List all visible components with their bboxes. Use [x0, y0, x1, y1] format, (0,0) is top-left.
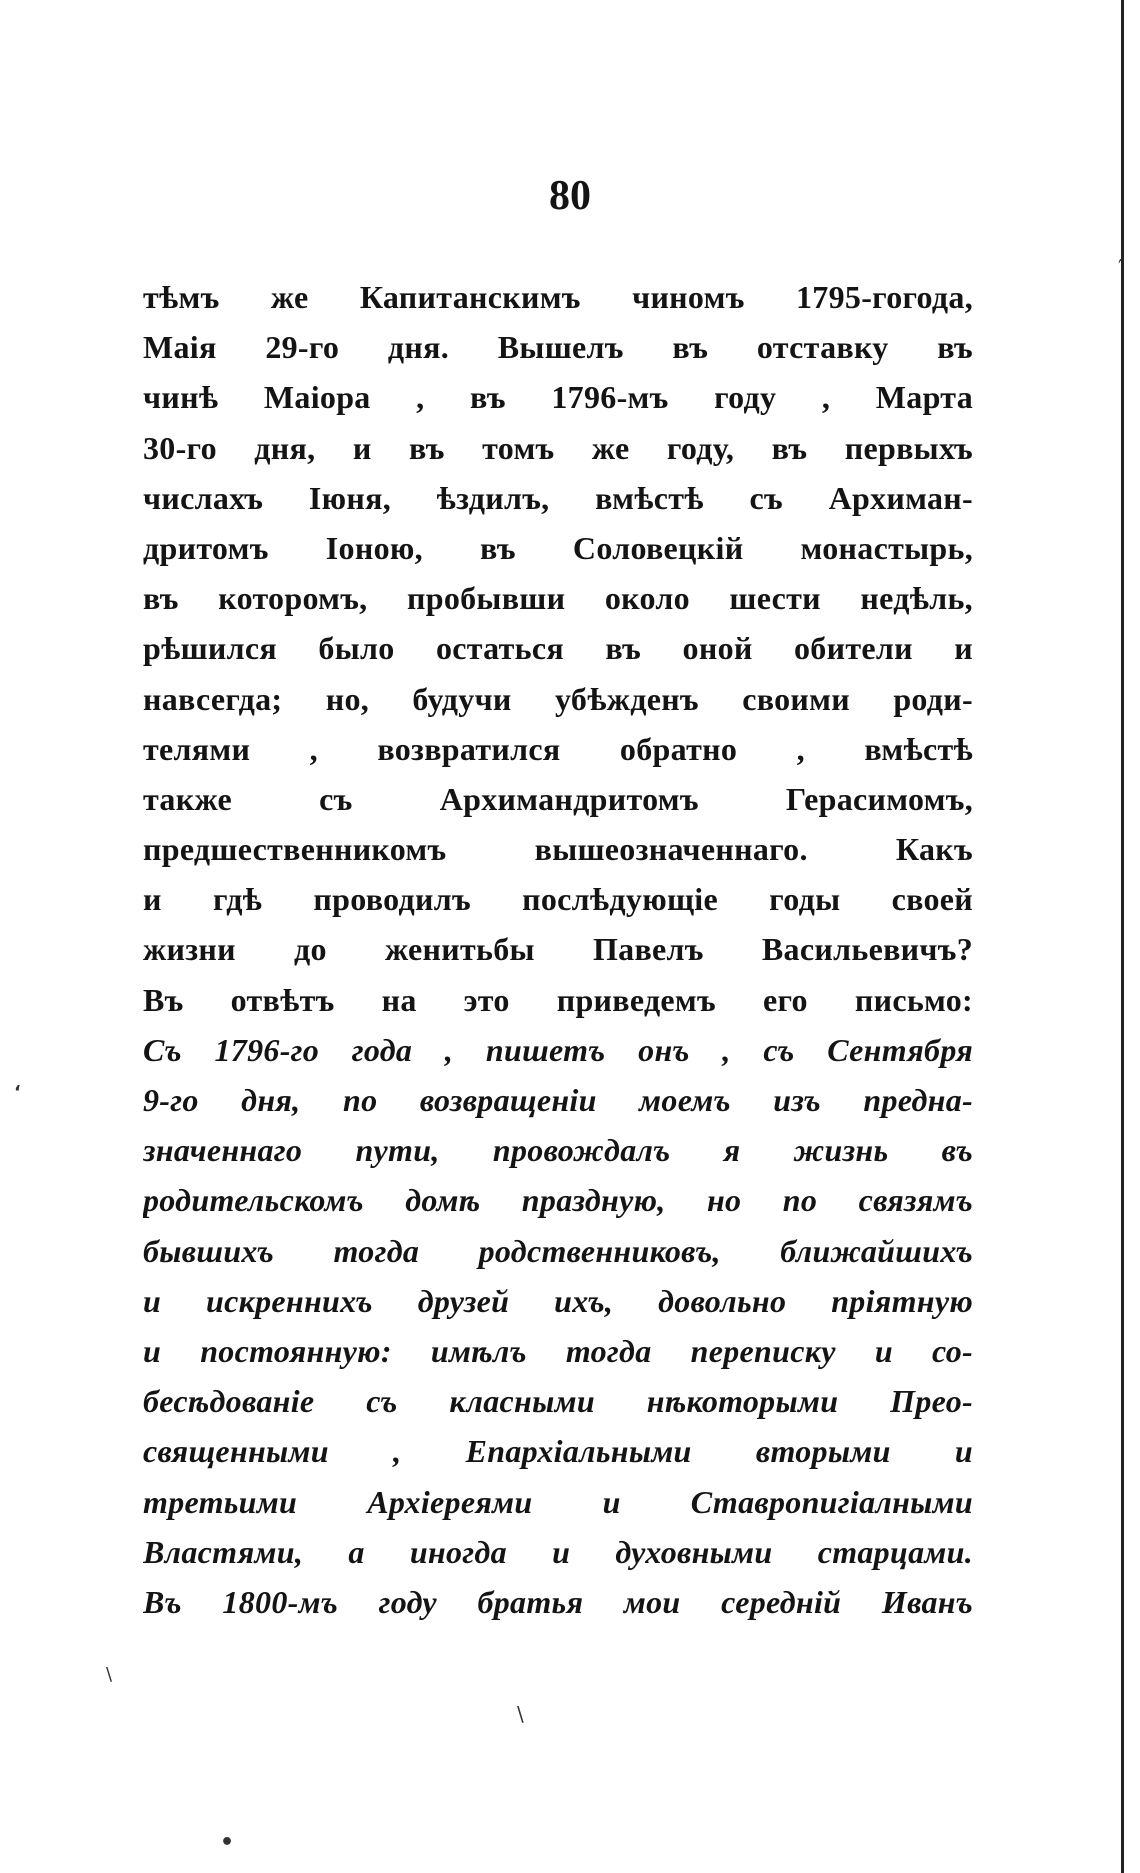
text-line: и постоянную: имѣлъ тогда переписку и со- — [143, 1332, 973, 1369]
text-line: значеннаго пути, провождалъ я жизнь въ — [143, 1132, 973, 1169]
text-line: Маія 29-го дня. Вышелъ въ отставку въ — [143, 329, 973, 366]
text-line: третьими Архіереями и Ставропигіалными — [143, 1483, 973, 1520]
text-line: 30-го дня, и въ томъ же году, въ первыхъ — [143, 429, 973, 466]
text-line: бывшихъ тогда родственниковъ, ближайшихъ — [143, 1232, 973, 1269]
text-line: предшественникомъ вышеозначеннаго. Какъ — [143, 831, 973, 868]
stray-mark: \ — [106, 1664, 113, 1685]
text-line: Въ отвѣтъ на это приведемъ его письмо: — [143, 981, 973, 1018]
text-line: въ которомъ, пробывши около шести недѣль, — [143, 580, 973, 617]
text-line: Съ 1796-го года , пишетъ онъ , съ Сентября — [143, 1031, 973, 1068]
stray-mark: \ — [517, 1702, 524, 1726]
text-line: 9-го дня, по возвращеніи моемъ изъ предна- — [143, 1082, 973, 1118]
text-line: дритомъ Іоною, въ Соловецкій монастырь, — [143, 529, 973, 566]
text-line: родительскомъ домѣ праздную, но по связямъ — [143, 1182, 973, 1219]
text-line: телями , возвратился обратно , вмѣстѣ — [143, 730, 973, 767]
text-line: Властями, а иногда и духовными старцами. — [143, 1533, 973, 1570]
stray-mark: ′ — [1118, 255, 1123, 279]
text-line: священными , Епархіальными вторыми и — [143, 1433, 973, 1470]
text-line: и гдѣ проводилъ послѣдующіе годы своей — [143, 881, 973, 918]
text-line: чинѣ Маіора , въ 1796-мъ году , Марта — [143, 379, 973, 416]
text-line: также съ Архимандритомъ Герасимомъ, — [143, 780, 973, 817]
text-line: числахъ Іюня, ѣздилъ, вмѣстѣ съ Архиман- — [143, 479, 973, 516]
text-line: жизни до женитьбы Павелъ Васильевичъ? — [143, 931, 973, 968]
text-line: тѣмъ же Капитанскимъ чиномъ 1795-гогода, — [143, 279, 973, 315]
text-line: Въ 1800-мъ году братья мои середній Иванъ — [143, 1583, 973, 1620]
stray-mark: ʻ — [14, 1082, 21, 1103]
text-line: навсегда; но, будучи убѣжденъ своими роди- — [143, 680, 973, 717]
text-line: и искреннихъ друзей ихъ, довольно пріятную — [143, 1282, 973, 1319]
stray-mark: • — [220, 1830, 235, 1855]
body-text — [143, 272, 973, 1627]
page-number: 80 — [549, 173, 591, 219]
text-line: рѣшился было остаться въ оной обители и — [143, 630, 973, 667]
page-edge-rule — [1121, 0, 1124, 1873]
text-line: бесѣдованіе съ класными нѣкоторыми Прео- — [143, 1383, 973, 1420]
